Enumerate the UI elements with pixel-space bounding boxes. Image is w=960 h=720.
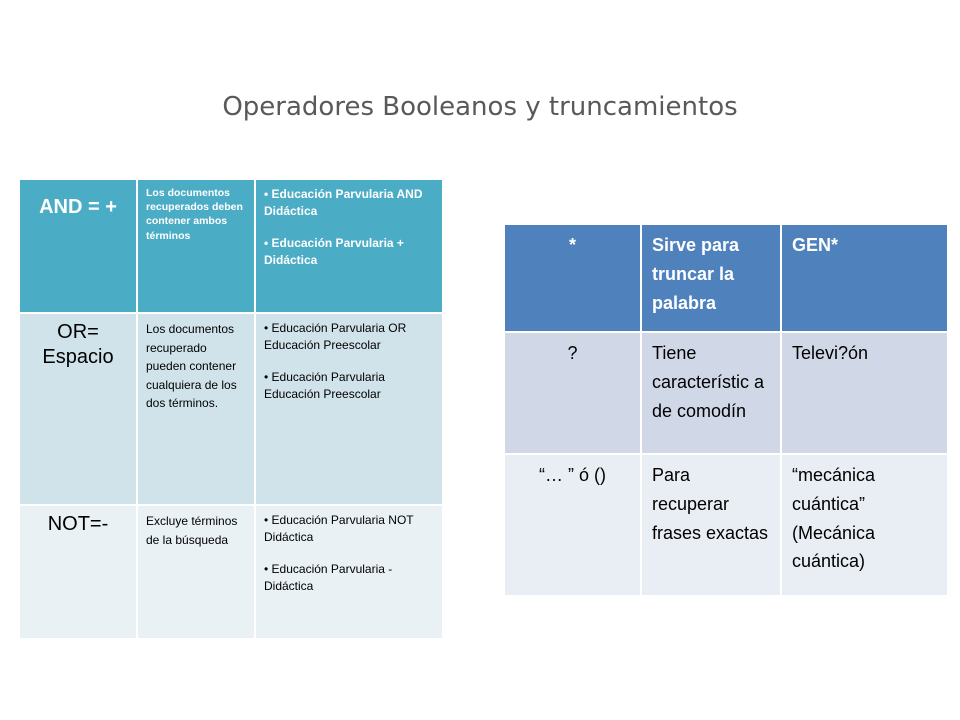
description-text: Excluye términos de la búsqueda xyxy=(146,514,238,547)
boolean-operators-table xyxy=(18,178,444,640)
meaning-cell: Tiene característic a de comodín xyxy=(641,332,781,454)
operator-cell xyxy=(19,313,137,505)
examples-cell xyxy=(255,313,443,505)
example-item: • Educación Parvularia OR Educación Preescolar xyxy=(264,320,434,355)
description-cell xyxy=(137,313,255,505)
truncation-table xyxy=(503,223,949,597)
example-item: • Educación Parvularia NOT Didáctica xyxy=(264,512,434,547)
symbol-cell: ? xyxy=(504,332,641,454)
example-cell: Televi?ón xyxy=(781,332,948,454)
table-row xyxy=(504,224,948,332)
example-cell: “mecánica cuántica” (Mecánica cuántica) xyxy=(781,454,948,596)
description-text: Los documentos recuperado pueden contener cualquiera de los dos términos. xyxy=(146,322,237,411)
example-item: • Educación Parvularia + Didáctica xyxy=(264,235,434,270)
operator-cell xyxy=(19,505,137,639)
description-cell xyxy=(137,179,255,313)
examples-list xyxy=(264,186,434,270)
operator-label: NOT=- xyxy=(47,513,109,535)
meaning-cell: Sirve para truncar la palabra xyxy=(641,224,781,332)
operator-label: AND = + xyxy=(39,196,117,218)
example-cell: GEN* xyxy=(781,224,948,332)
table-row xyxy=(504,454,948,596)
symbol-cell: “… ” ó () xyxy=(504,454,641,596)
symbol-cell: * xyxy=(504,224,641,332)
slide-title: Operadores Booleanos y truncamientos xyxy=(222,92,738,122)
example-item: • Educación Parvularia Educación Preescolar xyxy=(264,369,434,404)
operator-cell xyxy=(19,179,137,313)
table-row xyxy=(19,179,443,313)
description-cell xyxy=(137,505,255,639)
description-text: Los documentos recuperados deben contener ambos términos xyxy=(146,187,243,242)
examples-cell xyxy=(255,505,443,639)
example-item: • Educación Parvularia - Didáctica xyxy=(264,561,434,596)
examples-list xyxy=(264,512,434,596)
table-row xyxy=(504,332,948,454)
example-item: • Educación Parvularia AND Didáctica xyxy=(264,186,434,221)
table-row xyxy=(19,313,443,505)
examples-cell xyxy=(255,179,443,313)
operator-label: OR= Espacio xyxy=(42,321,114,368)
examples-list xyxy=(264,320,434,404)
meaning-cell: Para recuperar frases exactas xyxy=(641,454,781,596)
table-row xyxy=(19,505,443,639)
